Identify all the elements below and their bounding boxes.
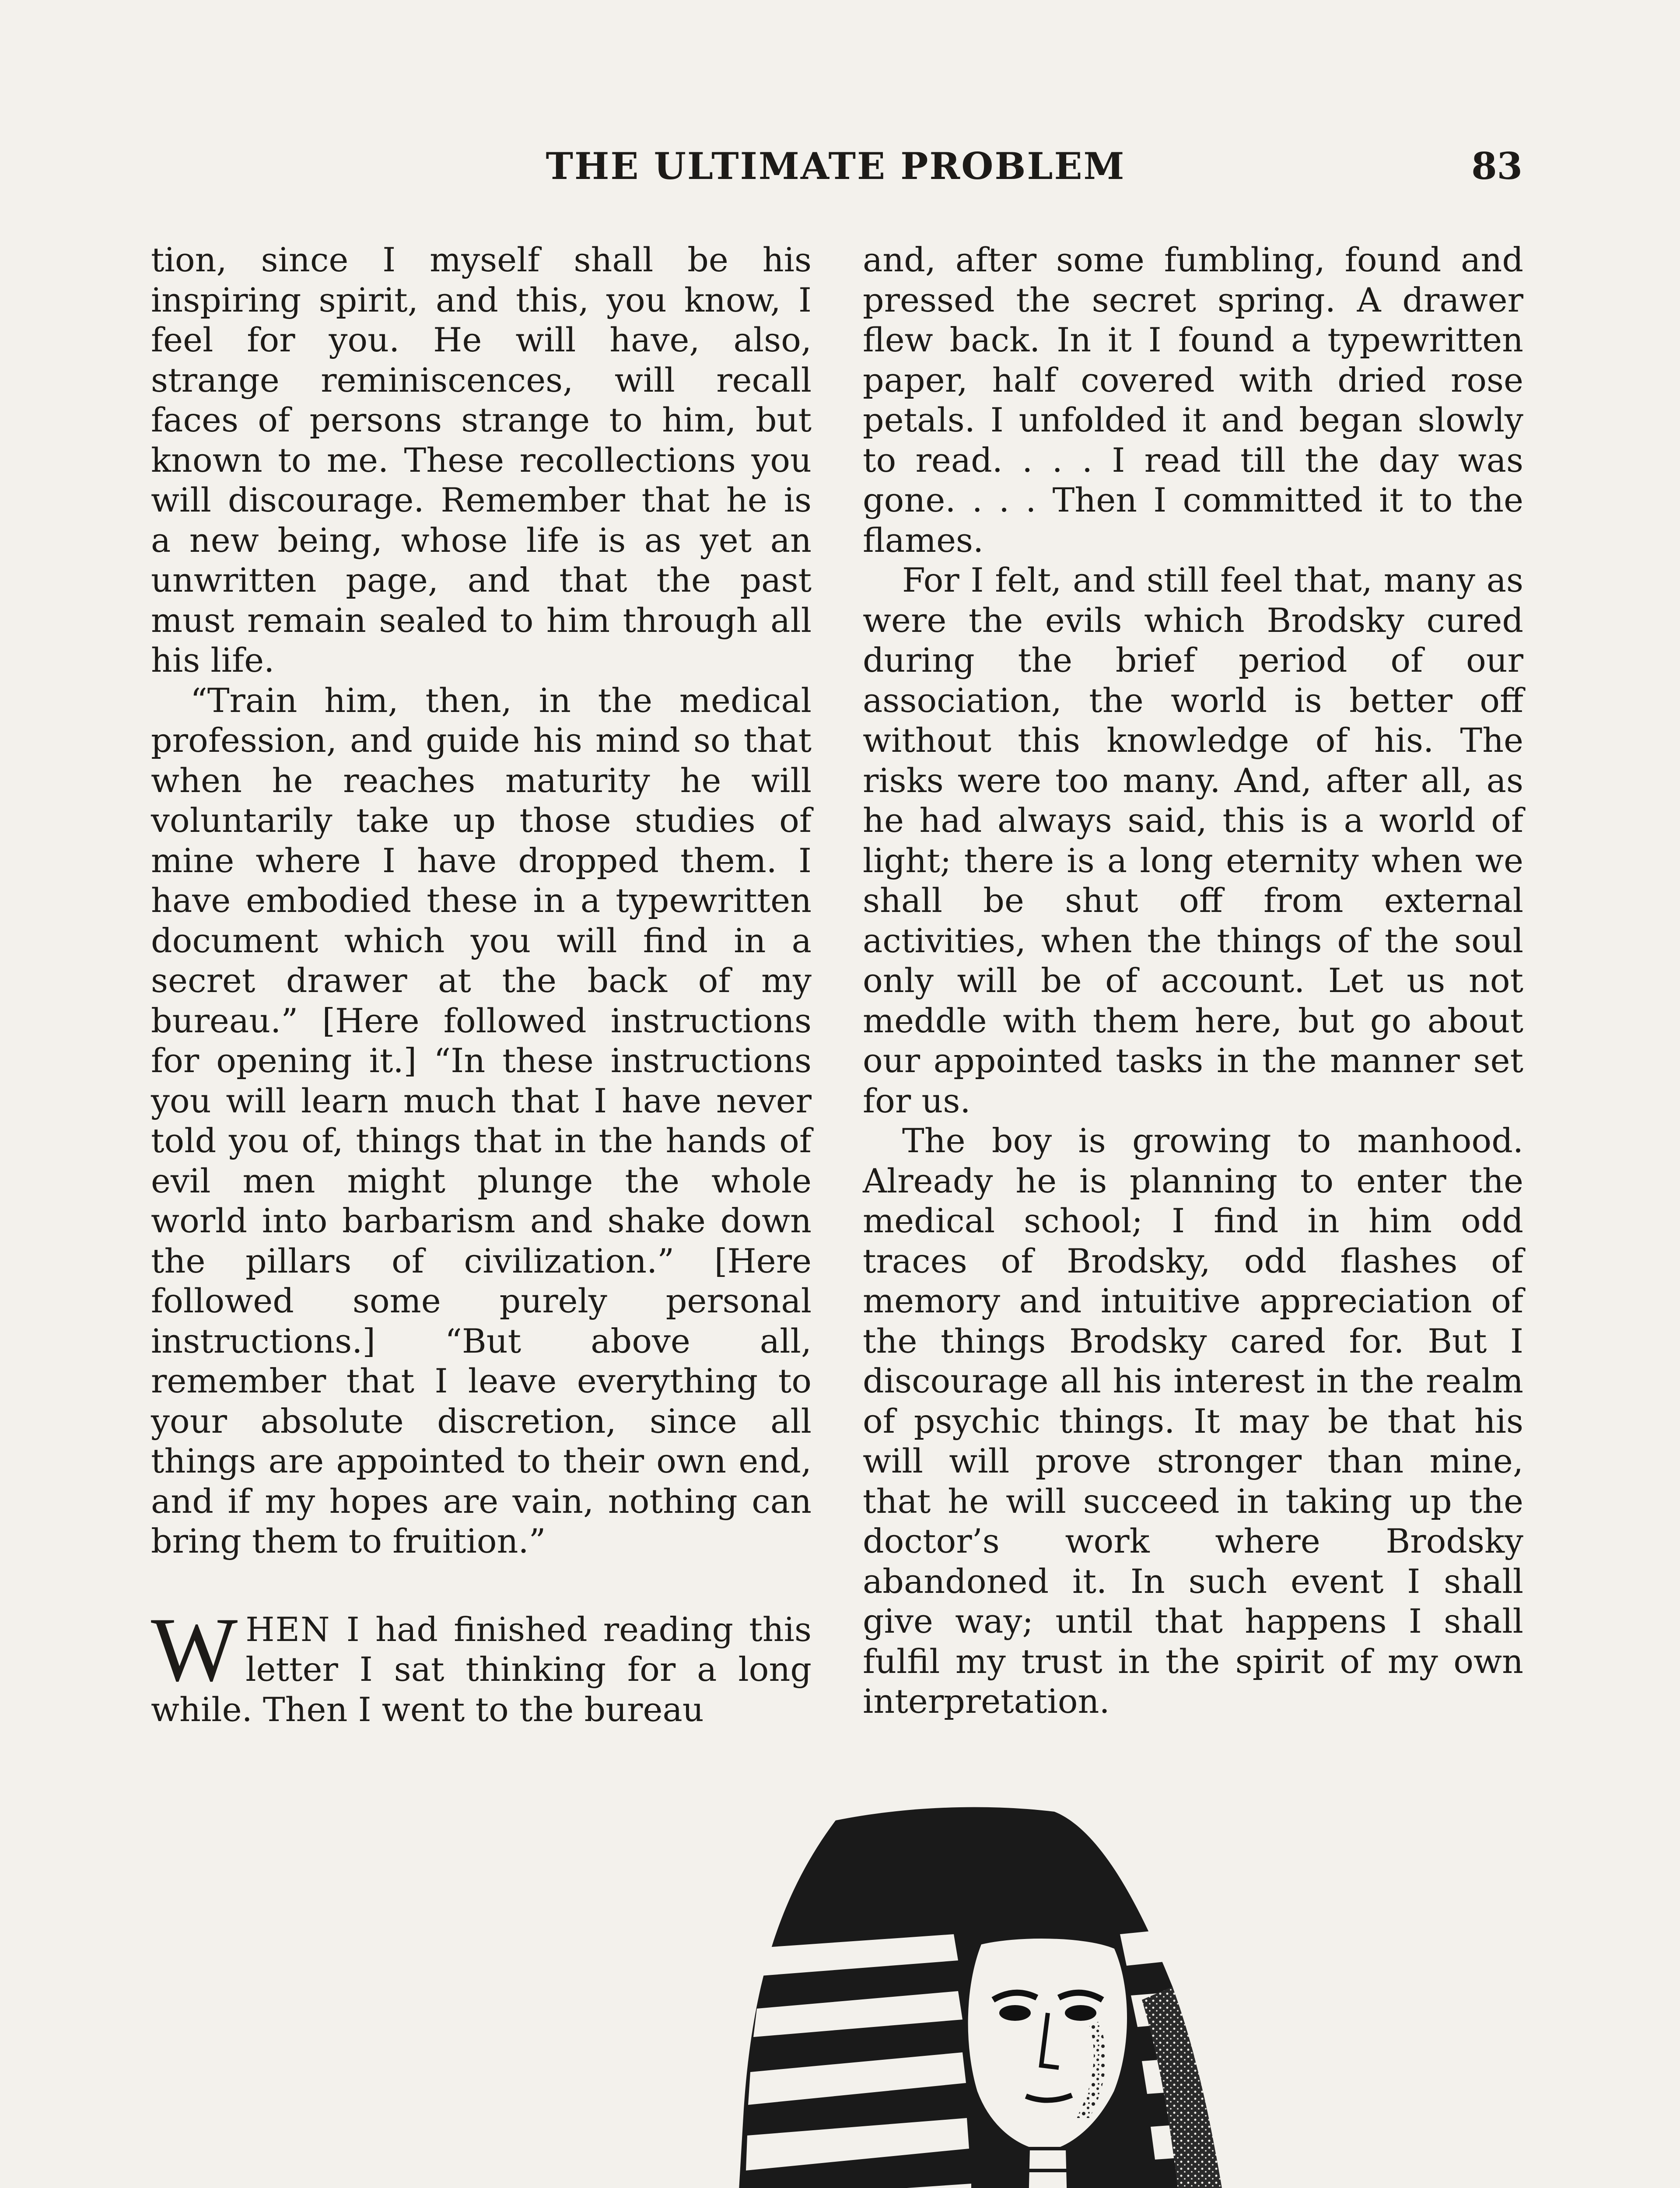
smallcaps-lead: HEN (245, 1609, 331, 1649)
paragraph: For I felt, and still feel that, many as were the evils which Brodsky cured during the brief period of our association, the world is better off without this knowledge of his. The risks were too many. And, after all, as he had always said, this is a world of light; there is a long eternity when we shall be shut off from external activities, when the things of the soul only will be of account. Let us not meddle with them here, but go about our appointed tasks in the manner set for us. (863, 561, 1523, 1120)
drop-cap: W (151, 1599, 238, 1701)
paragraph: The boy is growing to manhood. Already he is planning to enter the medical school; I find in him odd traces of Brodsky, odd flashes of memory and intuitive appreciation of the things Brodsky cared for. But I discourage all his interest in the realm of psychic things. It may be that his will will prove stronger than mine, that he will succeed in taking up the doctor’s work where Brodsky abandoned it. In such event I shall give way; until that happens I shall fulfil my trust in the spirit of my own interpretation. (863, 1121, 1523, 1721)
paragraph: “Train him, then, in the medical profession, and guide his mind so that when he reaches maturity he will voluntarily take up those studies of mine where I have dropped them. I have embodied these in a typewritten document which you will find in a secret drawer at the back of my bureau.” [Here followed instructions for opening it.] “In these instructions you will learn much that I have never told you of, things that in the hands of evil men might plunge the whole world into barbarism and shake down the pillars of civilization.” [Here followed some purely personal instructions.] “But above all, remember that I leave everything to your absolute discretion, since all things are appointed to their own end, and if my hopes are vain, nothing can bring them to fruition.” (151, 680, 812, 1560)
paragraph-text: I had finished reading this letter I sat thinking for a long while. Then I went to the bureau (151, 1609, 812, 1729)
paragraph: and, after some fumbling, found and pressed the secret spring. A drawer flew back. In it I found a typewritten paper, half covered with dried rose petals. I unfolded it and began slowly to read. . . . I read till the day was gone. . . . Then I committed it to the flames. (863, 240, 1523, 560)
paragraph: tion, since I myself shall be his inspiring spirit, and this, you know, I feel for you. He will have, also, strange reminiscences, will recall faces of persons strange to him, but known to me. These recollections you will discourage. Remember that he is a new being, whose life is as yet an unwritten page, and that the past must remain sealed to him through all his life. (151, 240, 812, 680)
left-column (151, 240, 812, 1729)
page-title: THE ULTIMATE PROBLEM (546, 144, 1126, 188)
sphinx-beard (1026, 2149, 1070, 2188)
page-number: 83 (1471, 144, 1522, 188)
paragraph-dropcap (151, 1599, 812, 1730)
right-column (863, 240, 1523, 1722)
running-head (149, 144, 1522, 193)
sphinx-drawing (158, 1803, 1522, 2188)
sphinx-illustration (158, 1803, 1522, 2188)
